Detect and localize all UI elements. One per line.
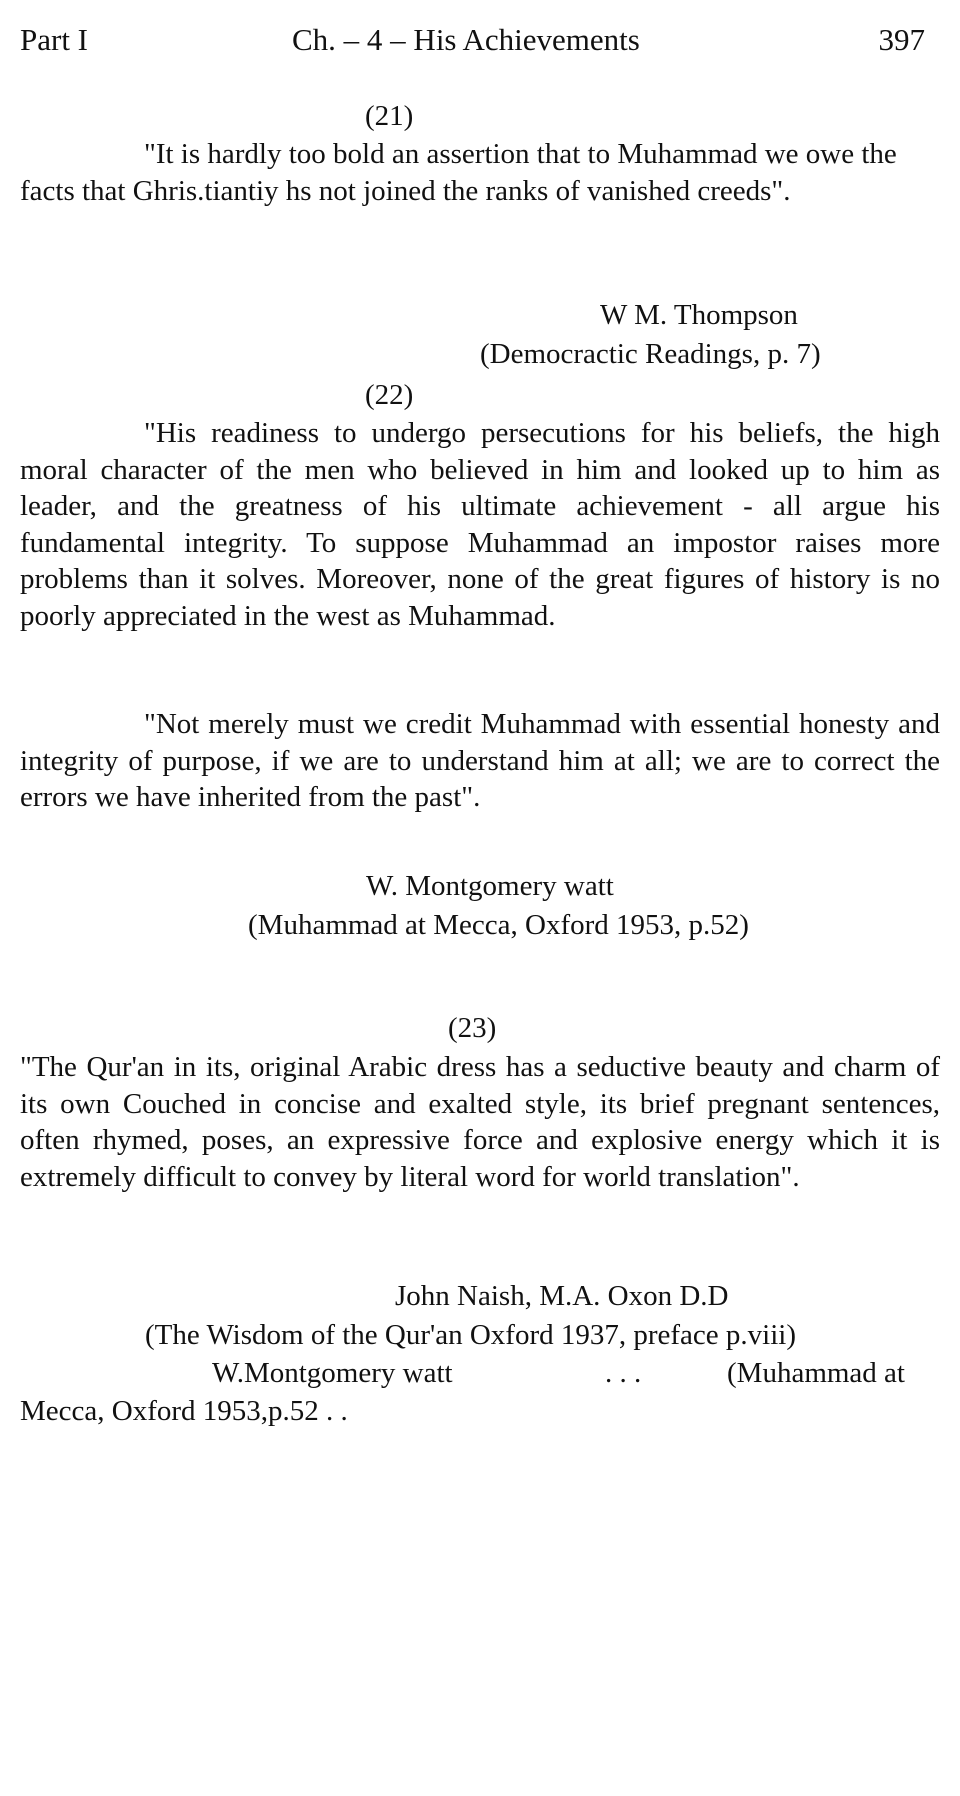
quote-23-source: (The Wisdom of the Qur'an Oxford 1937, preface p.viii) (145, 1319, 796, 1351)
header-chapter-title: Ch. – 4 – His Achievements (292, 22, 640, 57)
quote-21-number: (21) (365, 100, 414, 132)
quote-22-source: (Muhammad at Mecca, Oxford 1953, p.52) (248, 909, 749, 941)
header-page-number: 397 (878, 22, 925, 57)
quote-21-source: (Democractic Readings, p. 7) (480, 338, 821, 370)
footnote-line-1-right: (Muhammad at (727, 1357, 905, 1389)
footnote-line-2: Mecca, Oxford 1953,p.52 . . (20, 1395, 348, 1427)
footnote-line-1-left: W.Montgomery watt (212, 1357, 453, 1389)
quote-21-text: "It is hardly too bold an assertion that to Muhammad we owe the facts that Ghris.tiantiy hs not joined the ranks of vanished creeds". (20, 138, 897, 207)
header-part: Part I (20, 22, 89, 57)
quote-22-paragraph-2: "Not merely must we credit Muhammad with essential honesty and integrity of purpose, if we are to understand him at all; we are to correct the errors we have inherited from the past". (20, 708, 940, 813)
quote-22-author: W. Montgomery watt (366, 870, 614, 902)
quote-21-author: W M. Thompson (600, 299, 798, 331)
quote-23-author: John Naish, M.A. Oxon D.D (395, 1280, 729, 1312)
quote-22-number: (22) (365, 379, 414, 411)
quote-23-text: "The Qur'an in its, original Arabic dress has a seductive beauty and charm of its own Couched in concise and exalted style, its brief pregnant sentences, often rhymed, poses, an expressive force and explosive energy which it is extremely difficult to convey by literal word for world translation". (20, 1051, 940, 1193)
quote-22-paragraph-1: "His readiness to undergo persecutions for his beliefs, the high moral character of the men who believed in him and looked up to him as leader, and the greatness of his ultimate achievement - all argue his fundamental integrity. To suppose Muhammad an impostor raises more problems than it solves. Moreover, none of the great figures of history is no poorly appreciated in the west as Muhammad. (20, 417, 940, 632)
quote-23-number: (23) (448, 1012, 497, 1044)
page-header (20, 20, 925, 60)
footnote-line-1-dots: . . . (605, 1357, 642, 1389)
